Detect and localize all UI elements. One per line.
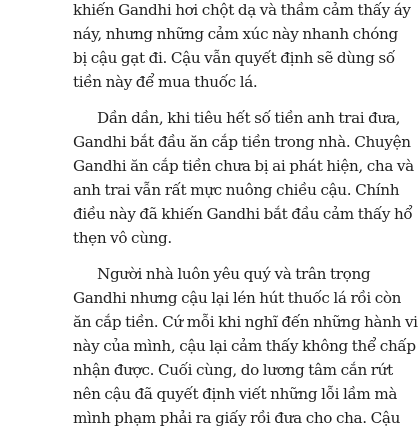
paragraph-3 <box>73 262 418 430</box>
text-line: nên cậu đã quyết định viết những lỗi lầm mà <box>73 385 398 403</box>
text-line: khiến Gandhi hơi chột dạ và thầm cảm thấy áy <box>73 1 411 19</box>
text-line: thẹn vô cùng. <box>73 229 172 247</box>
text-line: Dần dần, khi tiêu hết số tiền anh trai đưa, <box>97 109 401 127</box>
text-line: này của mình, cậu lại cảm thấy không thể chấp <box>73 337 416 355</box>
text-line: mình phạm phải ra giấy rồi đưa cho cha. Cậu <box>73 409 401 427</box>
text-line: náy, nhưng những cảm xúc này nhanh chóng <box>73 25 398 43</box>
paragraph-1 <box>73 0 411 94</box>
text-line: anh trai vẫn rất mực nuông chiều cậu. Chính <box>73 181 400 199</box>
text-line: Gandhi ăn cắp tiền chưa bị ai phát hiện, cha và <box>73 157 414 175</box>
text-line: nhận được. Cuối cùng, do lương tâm cắn rứt <box>73 361 393 379</box>
text-line: tiền này để mua thuốc lá. <box>73 73 258 91</box>
text-line: điều này đã khiến Gandhi bắt đầu cảm thấy hổ <box>73 205 413 223</box>
text-line: Người nhà luôn yêu quý và trân trọng <box>97 265 371 283</box>
text-line: Gandhi nhưng cậu lại lén hút thuốc lá rồi còn <box>73 289 402 307</box>
text-line: Gandhi bắt đầu ăn cắp tiền trong nhà. Chuyện <box>73 133 411 151</box>
text-line: bị cậu gạt đi. Cậu vẫn quyết định sẽ dùng số <box>73 49 395 67</box>
paragraph-2 <box>73 106 414 250</box>
page-body-text <box>73 0 418 430</box>
text-line: ăn cắp tiền. Cứ mỗi khi nghĩ đến những hành vi <box>73 313 418 331</box>
